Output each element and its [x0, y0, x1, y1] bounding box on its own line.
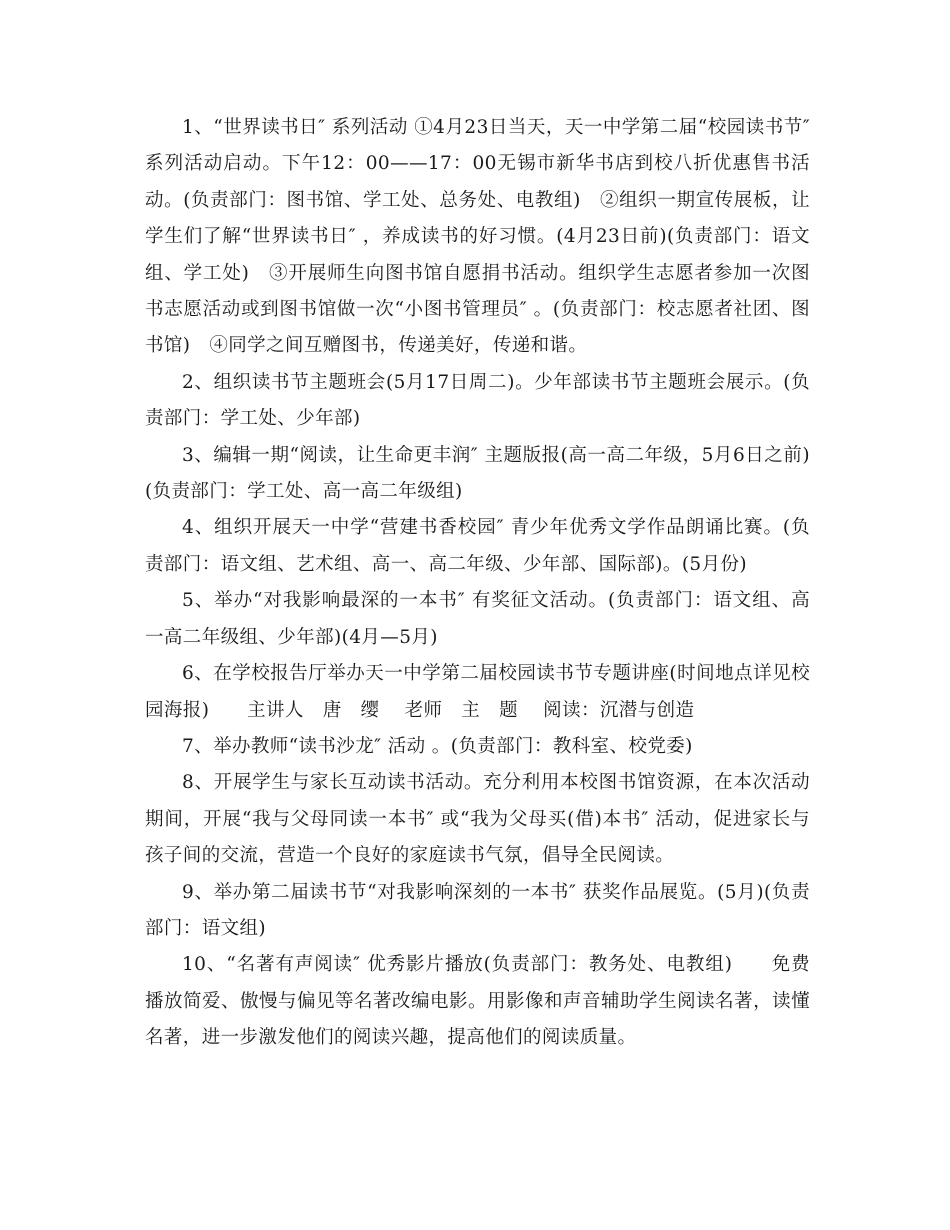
document-body	[145, 110, 810, 1057]
paragraph-item-8: 8、开展学生与家长互动读书活动。充分利用本校图书馆资源，在本次活动期间，开展“我与父母同读一本书″ 或“我为父母买(借)本书″ 活动，促进家长与孩子间的交流，营造一个良好的家庭读书气氛，倡导全民阅读。	[145, 772, 810, 867]
paragraph-item-3: 3、编辑一期“阅读，让生命更丰润″ 主题版报(高一高二年级，5月6日之前)(负责部门：学工处、高一高二年级组)	[145, 444, 810, 503]
paragraph-item-1: 1、“世界读书日″ 系列活动 ①4月23日当天，天一中学第二届“校园读书节″ 系列活动启动。下午12：00——17：00无锡市新华书店到校八折优惠售书活动。(负责部门：图书馆、学工处、总务处、电教组) ②组织一期宣传展板，让学生们了解“世界读书日″ ，养成读书的好习惯。(4月23日前)(负责部门：语文组、学工处) ③开展师生向图书馆自愿捐书活动。组织学生志愿者参加一次图书志愿活动或到图书馆做一次“小图书管理员″ 。(负责部门：校志愿者社团、图书馆) ④同学之间互赠图书，传递美好，传递和谐。	[145, 117, 810, 357]
paragraph-item-10: 10、“名著有声阅读″ 优秀影片播放(负责部门：教务处、电教组) 免费播放简爱、傲慢与偏见等名著改编电影。用影像和声音辅助学生阅读名著，读懂名著，进一步激发他们的阅读兴趣，提高他们的阅读质量。	[145, 954, 810, 1049]
paragraph-item-2: 2、组织读书节主题班会(5月17日周二)。少年部读书节主题班会展示。(负责部门：学工处、少年部)	[145, 371, 810, 430]
paragraph-item-4: 4、组织开展天一中学“营建书香校园″ 青少年优秀文学作品朗诵比赛。(负责部门：语文组、艺术组、高一、高二年级、少年部、国际部)。(5月份)	[145, 517, 810, 575]
paragraph-item-7: 7、举办教师“读书沙龙″ 活动 。(负责部门：教科室、校党委)	[182, 735, 693, 757]
paragraph-item-5: 5、举办“对我影响最深的一本书″ 有奖征文活动。(负责部门：语文组、高一高二年级组、少年部)(4月—5月)	[145, 590, 810, 648]
paragraph-item-6: 6、在学校报告厅举办天一中学第二届校园读书节专题讲座(时间地点详见校园海报) 主讲人 唐 缨 老师 主 题 阅读：沉潜与创造	[145, 663, 810, 721]
paragraph-item-9: 9、举办第二届读书节“对我影响深刻的一本书″ 获奖作品展览。(5月)(负责部门：语文组)	[145, 881, 810, 939]
